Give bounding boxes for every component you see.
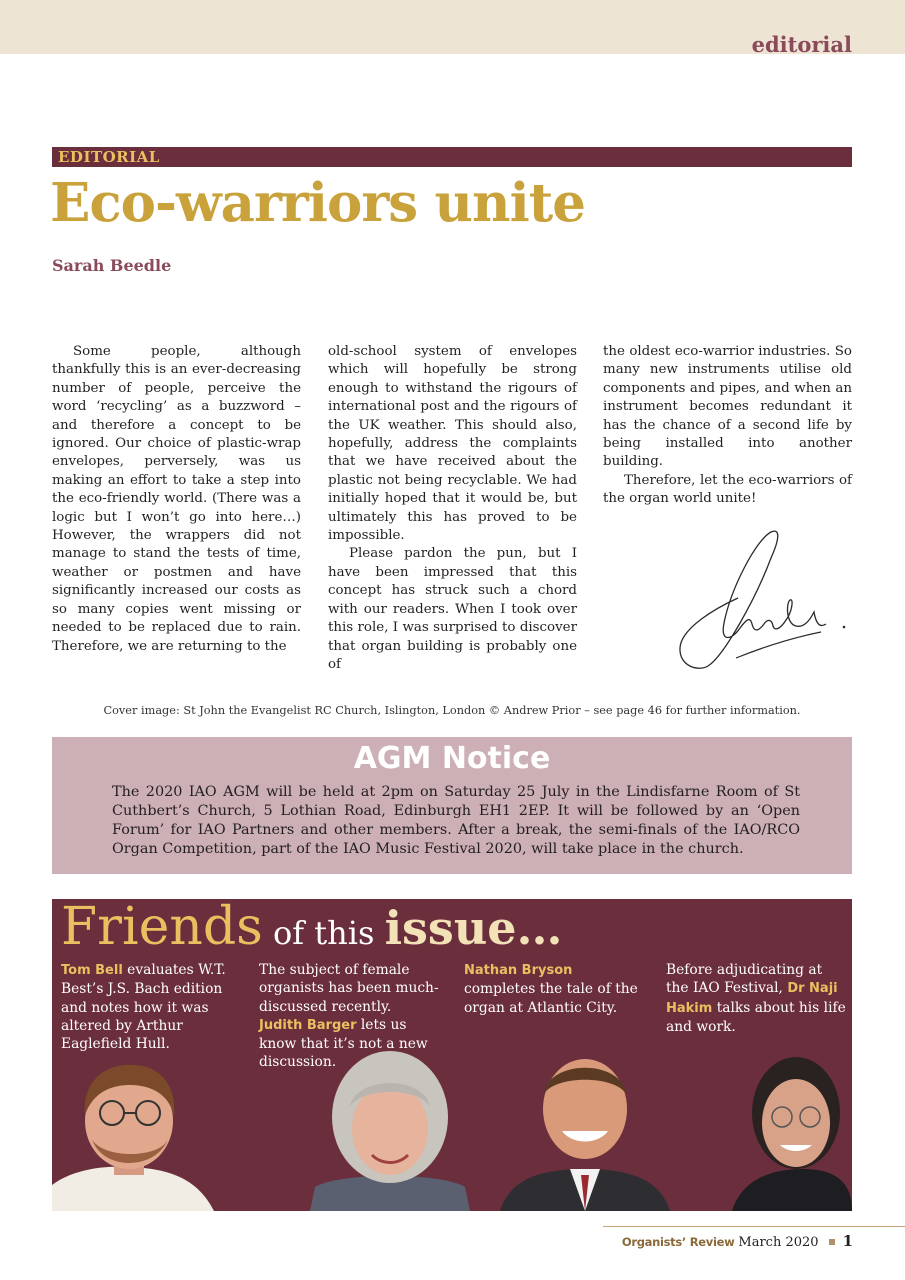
paragraph: old-school system of envelopes which will hopefully be strong enough to withstand the rigours of international post and the rigours of the UK weather. This should also, hopefully, address the complaints that we have received about the plastic not being recyclable. We had initially hoped that it would be, but ultimately this has proved to be impossible.	[328, 344, 577, 544]
friends-panel	[52, 899, 852, 1211]
portrait-photo-1	[52, 1055, 222, 1211]
paragraph: Therefore, let the eco-warriors of the organ world unite!	[603, 472, 852, 507]
paragraph: the oldest eco-warrior industries. So many new instruments utilise old components and pipes, and when an instrument becomes redundant it has the chance of a second life by being installed into another building.	[603, 344, 852, 470]
friend-blurb-4	[666, 961, 846, 1036]
kicker-label: EDITORIAL	[58, 148, 160, 166]
friend-name: Nathan Bryson	[464, 963, 573, 978]
agm-body: The 2020 IAO AGM will be held at 2pm on Saturday 25 July in the Lindisfarne Room of St Cuthbert’s Church, 5 Lothian Road, Edinburgh EH1 2EP. It will be followed by an ‘Open Forum’ for IAO Partners and other members. After a break, the semi-finals of the IAO/RCO Organ Competition, part of the IAO Music Festival 2020, will take place in the church.	[112, 784, 800, 857]
agm-notice-box	[52, 737, 852, 874]
signature-image	[676, 528, 851, 673]
square-bullet-icon	[829, 1239, 835, 1245]
article-column-2	[328, 343, 577, 674]
agm-title: AGM Notice	[353, 741, 551, 776]
friend-name: Dr Naji Hakim	[666, 981, 838, 1016]
page-footer	[622, 1232, 853, 1250]
friend-name: Tom Bell	[61, 963, 123, 978]
section-label: editorial	[751, 32, 852, 57]
portrait-photo-4	[732, 1039, 852, 1211]
author-byline: Sarah Beedle	[52, 256, 172, 275]
article-column-1	[52, 343, 301, 656]
article-title: Eco-warriors unite	[50, 172, 585, 234]
friends-title-mid: of this	[262, 914, 385, 952]
friend-text: lets us know that it’s not a new discussion.	[259, 1016, 428, 1071]
article-column-3	[603, 343, 852, 509]
friends-title	[61, 899, 563, 957]
issue-date: March 2020	[738, 1235, 819, 1250]
portrait-photo-2	[310, 1047, 470, 1211]
friends-title-issue: issue…	[384, 901, 563, 955]
paragraph: Some people, although thankfully this is an ever-decreasing number of people, perceive the word ‘recycling’ as a buzzword – and therefore a concept to be ignored. Our choice of plastic-wrap envelopes, perversely, was us making an effort to take a step into the eco-friendly world. (There was a logic but I won’t go into here…) However, the wrappers did not manage to stand the tests of time, weather or postmen and have significantly increased our costs as so many copies went missing or needed to be replaced due to rain. Therefore, we are returning to the	[52, 344, 301, 654]
friend-text: completes the tale of the organ at Atlantic City.	[464, 981, 638, 1016]
kicker-bar	[52, 147, 852, 167]
paragraph: Please pardon the pun, but I have been impressed that this concept has struck such a chord with our readers. When I took over this role, I was surprised to discover that organ building is probably one of	[328, 546, 577, 672]
magazine-name: Organists’ Review	[621, 1235, 735, 1249]
cover-caption: Cover image: St John the Evangelist RC Church, Islington, London © Andrew Prior – see page 46 for further information.	[103, 704, 801, 717]
friend-name: Judith Barger	[259, 1017, 357, 1033]
portrait-photo-3	[500, 1049, 670, 1211]
friend-blurb-3	[464, 961, 644, 1017]
friends-title-word: Friends	[61, 899, 263, 957]
friend-text: Before adjudicating at the IAO Festival,	[666, 962, 823, 997]
footer-rule	[603, 1226, 905, 1227]
friend-text: talks about his life and work.	[666, 999, 846, 1035]
friend-blurb-1	[61, 961, 241, 1053]
friend-text: The subject of female organists has been much-discussed recently.	[259, 962, 439, 1015]
page-number: 1	[842, 1232, 853, 1250]
friend-text: evaluates W.T. Best’s J.S. Bach edition and notes how it was altered by Arthur Eaglefield Hull.	[61, 962, 226, 1053]
